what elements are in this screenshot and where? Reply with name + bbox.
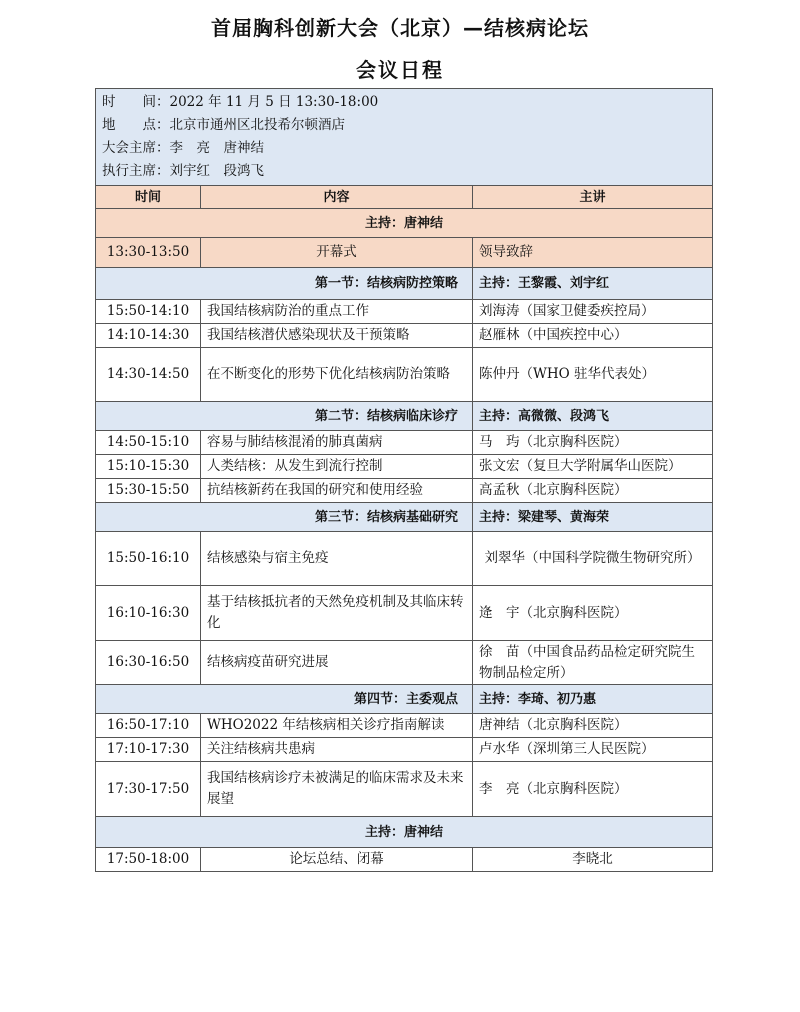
row-speaker: 刘翠华（中国科学院微生物研究所）	[473, 532, 713, 586]
page-subtitle: 会议日程	[356, 58, 444, 82]
row-time: 16:10-16:30	[96, 586, 201, 641]
opening-speaker: 领导致辞	[473, 238, 713, 268]
row-time: 14:10-14:30	[96, 324, 201, 348]
row-time: 16:50-17:10	[96, 714, 201, 738]
row-time: 17:30-17:50	[96, 762, 201, 817]
row-time: 16:30-16:50	[96, 641, 201, 685]
section-3-title: 第三节：结核病基础研究	[96, 503, 473, 532]
closing-host-row	[96, 817, 713, 848]
section-3-header	[96, 503, 713, 532]
header-speaker: 主讲	[473, 186, 713, 209]
section-4-host: 主持：李琦、初乃惠	[473, 685, 713, 714]
row-time: 15:50-14:10	[96, 300, 201, 324]
row-content: 我国结核病防治的重点工作	[201, 300, 473, 324]
info-place	[102, 114, 706, 137]
row-content: 抗结核新药在我国的研究和使用经验	[201, 479, 473, 503]
row-speaker: 陈仲丹（WHO 驻华代表处）	[473, 348, 713, 402]
info-exec	[102, 160, 706, 183]
table-row	[96, 738, 713, 762]
table-row	[96, 324, 713, 348]
row-content: 容易与肺结核混淆的肺真菌病	[201, 431, 473, 455]
info-chair-label: 大会主席：	[102, 140, 170, 156]
section-3-host: 主持：梁建琴、黄海荣	[473, 503, 713, 532]
section-2-host: 主持：高微微、段鸿飞	[473, 402, 713, 431]
row-time: 15:50-16:10	[96, 532, 201, 586]
section-1-header	[96, 268, 713, 300]
header-row	[96, 186, 713, 209]
closing-time: 17:50-18:00	[96, 848, 201, 872]
row-speaker: 徐 苗（中国食品药品检定研究院生物制品检定所）	[473, 641, 713, 685]
opening-host: 主持：唐神结	[96, 209, 713, 238]
section-2-header	[96, 402, 713, 431]
page-title: 首届胸科创新大会（北京）—结核病论坛	[211, 16, 589, 40]
table-row	[96, 586, 713, 641]
table-row	[96, 641, 713, 685]
row-content: WHO2022 年结核病相关诊疗指南解读	[201, 714, 473, 738]
section-1-host: 主持：王黎霞、刘宇红	[473, 268, 713, 300]
row-time: 14:50-15:10	[96, 431, 201, 455]
section-4-title: 第四节：主委观点	[96, 685, 473, 714]
closing-speaker: 李晓北	[473, 848, 713, 872]
info-chair	[102, 137, 706, 160]
info-block	[96, 89, 713, 186]
row-content: 基于结核抵抗者的天然免疫机制及其临床转化	[201, 586, 473, 641]
table-row	[96, 348, 713, 402]
row-speaker: 李 亮（北京胸科医院）	[473, 762, 713, 817]
section-2-title: 第二节：结核病临床诊疗	[96, 402, 473, 431]
opening-row	[96, 238, 713, 268]
info-exec-value: 刘宇红 段鸿飞	[169, 163, 264, 179]
row-time: 17:10-17:30	[96, 738, 201, 762]
row-time: 14:30-14:50	[96, 348, 201, 402]
row-content: 结核病疫苗研究进展	[201, 641, 473, 685]
info-place-value: 北京市通州区北投希尔顿酒店	[169, 117, 345, 133]
section-1-title: 第一节：结核病防控策略	[96, 268, 473, 300]
closing-host: 主持：唐神结	[96, 817, 713, 848]
row-speaker: 唐神结（北京胸科医院）	[473, 714, 713, 738]
header-time: 时间	[96, 186, 201, 209]
row-content: 人类结核：从发生到流行控制	[201, 455, 473, 479]
row-content: 我国结核病诊疗未被满足的临床需求及未来展望	[201, 762, 473, 817]
info-place-label: 地 点：	[102, 117, 170, 133]
row-time: 15:10-15:30	[96, 455, 201, 479]
row-content: 结核感染与宿主免疫	[201, 532, 473, 586]
opening-host-row	[96, 209, 713, 238]
section-4-header	[96, 685, 713, 714]
row-speaker: 刘海涛（国家卫健委疾控局）	[473, 300, 713, 324]
row-content: 我国结核潜伏感染现状及干预策略	[201, 324, 473, 348]
table-row	[96, 431, 713, 455]
table-row	[96, 300, 713, 324]
row-content: 关注结核病共患病	[201, 738, 473, 762]
opening-time: 13:30-13:50	[96, 238, 201, 268]
row-speaker: 张文宏（复旦大学附属华山医院）	[473, 455, 713, 479]
table-row	[96, 714, 713, 738]
row-speaker: 马 玙（北京胸科医院）	[473, 431, 713, 455]
closing-content: 论坛总结、闭幕	[201, 848, 473, 872]
row-speaker: 赵雁林（中国疾控中心）	[473, 324, 713, 348]
info-time	[102, 91, 706, 114]
info-row	[96, 89, 713, 186]
header-content: 内容	[201, 186, 473, 209]
info-time-value: 2022 年 11 月 5 日 13:30-18:00	[169, 94, 379, 110]
table-row	[96, 479, 713, 503]
table-row	[96, 762, 713, 817]
row-speaker: 逄 宇（北京胸科医院）	[473, 586, 713, 641]
info-exec-label: 执行主席：	[102, 163, 170, 179]
info-time-label: 时 间：	[102, 94, 170, 110]
opening-content: 开幕式	[201, 238, 473, 268]
table-row	[96, 455, 713, 479]
info-chair-value: 李 亮 唐神结	[169, 140, 264, 156]
row-speaker: 卢水华（深圳第三人民医院）	[473, 738, 713, 762]
row-time: 15:30-15:50	[96, 479, 201, 503]
row-content: 在不断变化的形势下优化结核病防治策略	[201, 348, 473, 402]
closing-row	[96, 848, 713, 872]
table-row	[96, 532, 713, 586]
schedule-table	[95, 88, 713, 872]
row-speaker: 高孟秋（北京胸科医院）	[473, 479, 713, 503]
